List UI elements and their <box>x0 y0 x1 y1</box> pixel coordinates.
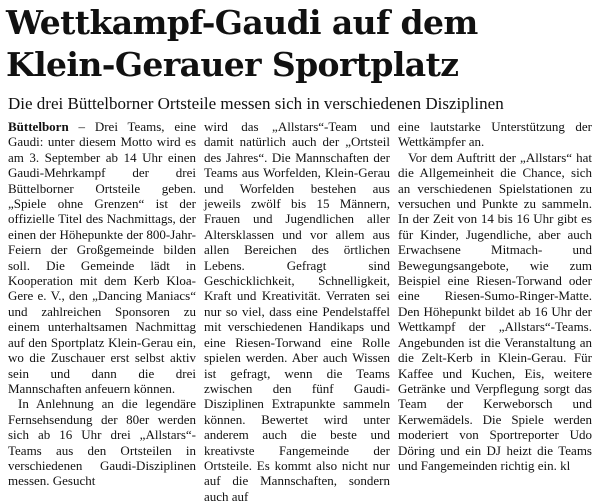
paragraph <box>8 119 196 396</box>
paragraph: In Anlehnung an die legendäre Fernsehsendung der 80er werden sich ab 16 Uhr drei „Allstars“-Teams aus den Ortsteilen in verschiedenen Gaudi-Disziplinen messen. Gesucht <box>8 396 196 489</box>
paragraph-text: – Drei Teams, eine Gaudi: unter diesem Motto wird es am 3. September ab 14 Uhr einen Gaudi-Mehrkampf der drei Büttelborner Ortsteile geben. „Spiele ohne Grenzen“ ist der offizielle Titel des Nachmittags, der einen der Höhepunkte der 800-Jahr-Feiern der Großgemeinde bilden soll. Die Gemeinde lädt in Kooperation mit dem Kerb Kloa-Gere e. V., den „Dancing Maniacs“ und zahlreichen Sponsoren zu einem unterhaltsamen Nachmittag auf den Sportplatz Klein-Gerau ein, wo die Zuschauer erst selbst aktiv sein und dann die drei Mannschaften anfeuern können. <box>8 119 196 396</box>
article-column-3 <box>398 119 592 473</box>
headline <box>6 2 596 86</box>
article-column-2 <box>204 119 390 504</box>
paragraph-text: Vor dem Auftritt der „Allstars“ hat die Allgemeinheit die Chance, sich an verschiedenen Spielstationen zu versuchen und Punkte zu sammeln. In der Zeit von 14 bis 16 Uhr gibt es für Kinder, Jugendliche, aber auch Erwachsene Mitmach- und Bewegungsangebote, wie zum Beispiel eine Riesen-Torwand oder eine Riesen-Sumo-Ringer-Matte. Den Höhepunkt bildet ab 16 Uhr der Wettkampf der „Allstars“-Teams. Angebunden ist die Veranstaltung an die Zelt-Kerb in Klein-Gerau. Für Kaffee und Kuchen, Eis, weitere Getränke und Verpflegung sorgt das Team der Kerweborsch und Kerwemädels. Die Spiele werden moderiert von Sportreporter Udo Döring und ein DJ heizt die Teams und Fangemeinden richtig ein. <box>398 149 592 473</box>
paragraph: eine lautstarke Unterstützung der Wettkämpfer an. <box>398 119 592 150</box>
subheadline: Die drei Büttelborner Ortsteile messen sich in verschiedenen Disziplinen <box>8 94 504 113</box>
paragraph: wird das „Allstars“-Team und damit natürlich auch der „Ortsteil des Jahres“. Die Mannschaften der Teams aus Worfelden, Klein-Gerau und Worfelden bestehen aus jeweils zwölf bis 15 Männern, Frauen und Jugendlichen aller Altersklassen und vor allem aus allen Bereichen des örtlichen Lebens. Gefragt sind Geschicklichkeit, Schnelligkeit, Kraft und Kreativität. Verraten sei nur so viel, dass eine Pendelstaffel mit verschiedenen Handikaps und eine Riesen-Torwand eine Rolle spielen werden. Aber auch Wissen ist gefragt, wenn die Teams zwischen den fünf Gaudi-Disziplinen Extrapunkte sammeln können. Bewertet wird unter anderem auch die beste und kreativste Fangemeinde der Ortsteile. Es kommt also nicht nur auf die Mannschaften, sondern auch auf <box>204 119 390 504</box>
headline-line-1: Wettkampf-Gaudi auf dem <box>6 3 478 42</box>
dateline: Büttelborn <box>8 119 69 134</box>
author-initials: kl <box>556 457 571 473</box>
headline-line-2: Klein-Gerauer Sportplatz <box>6 45 459 84</box>
paragraph <box>398 150 592 474</box>
article-column-1 <box>8 119 196 489</box>
